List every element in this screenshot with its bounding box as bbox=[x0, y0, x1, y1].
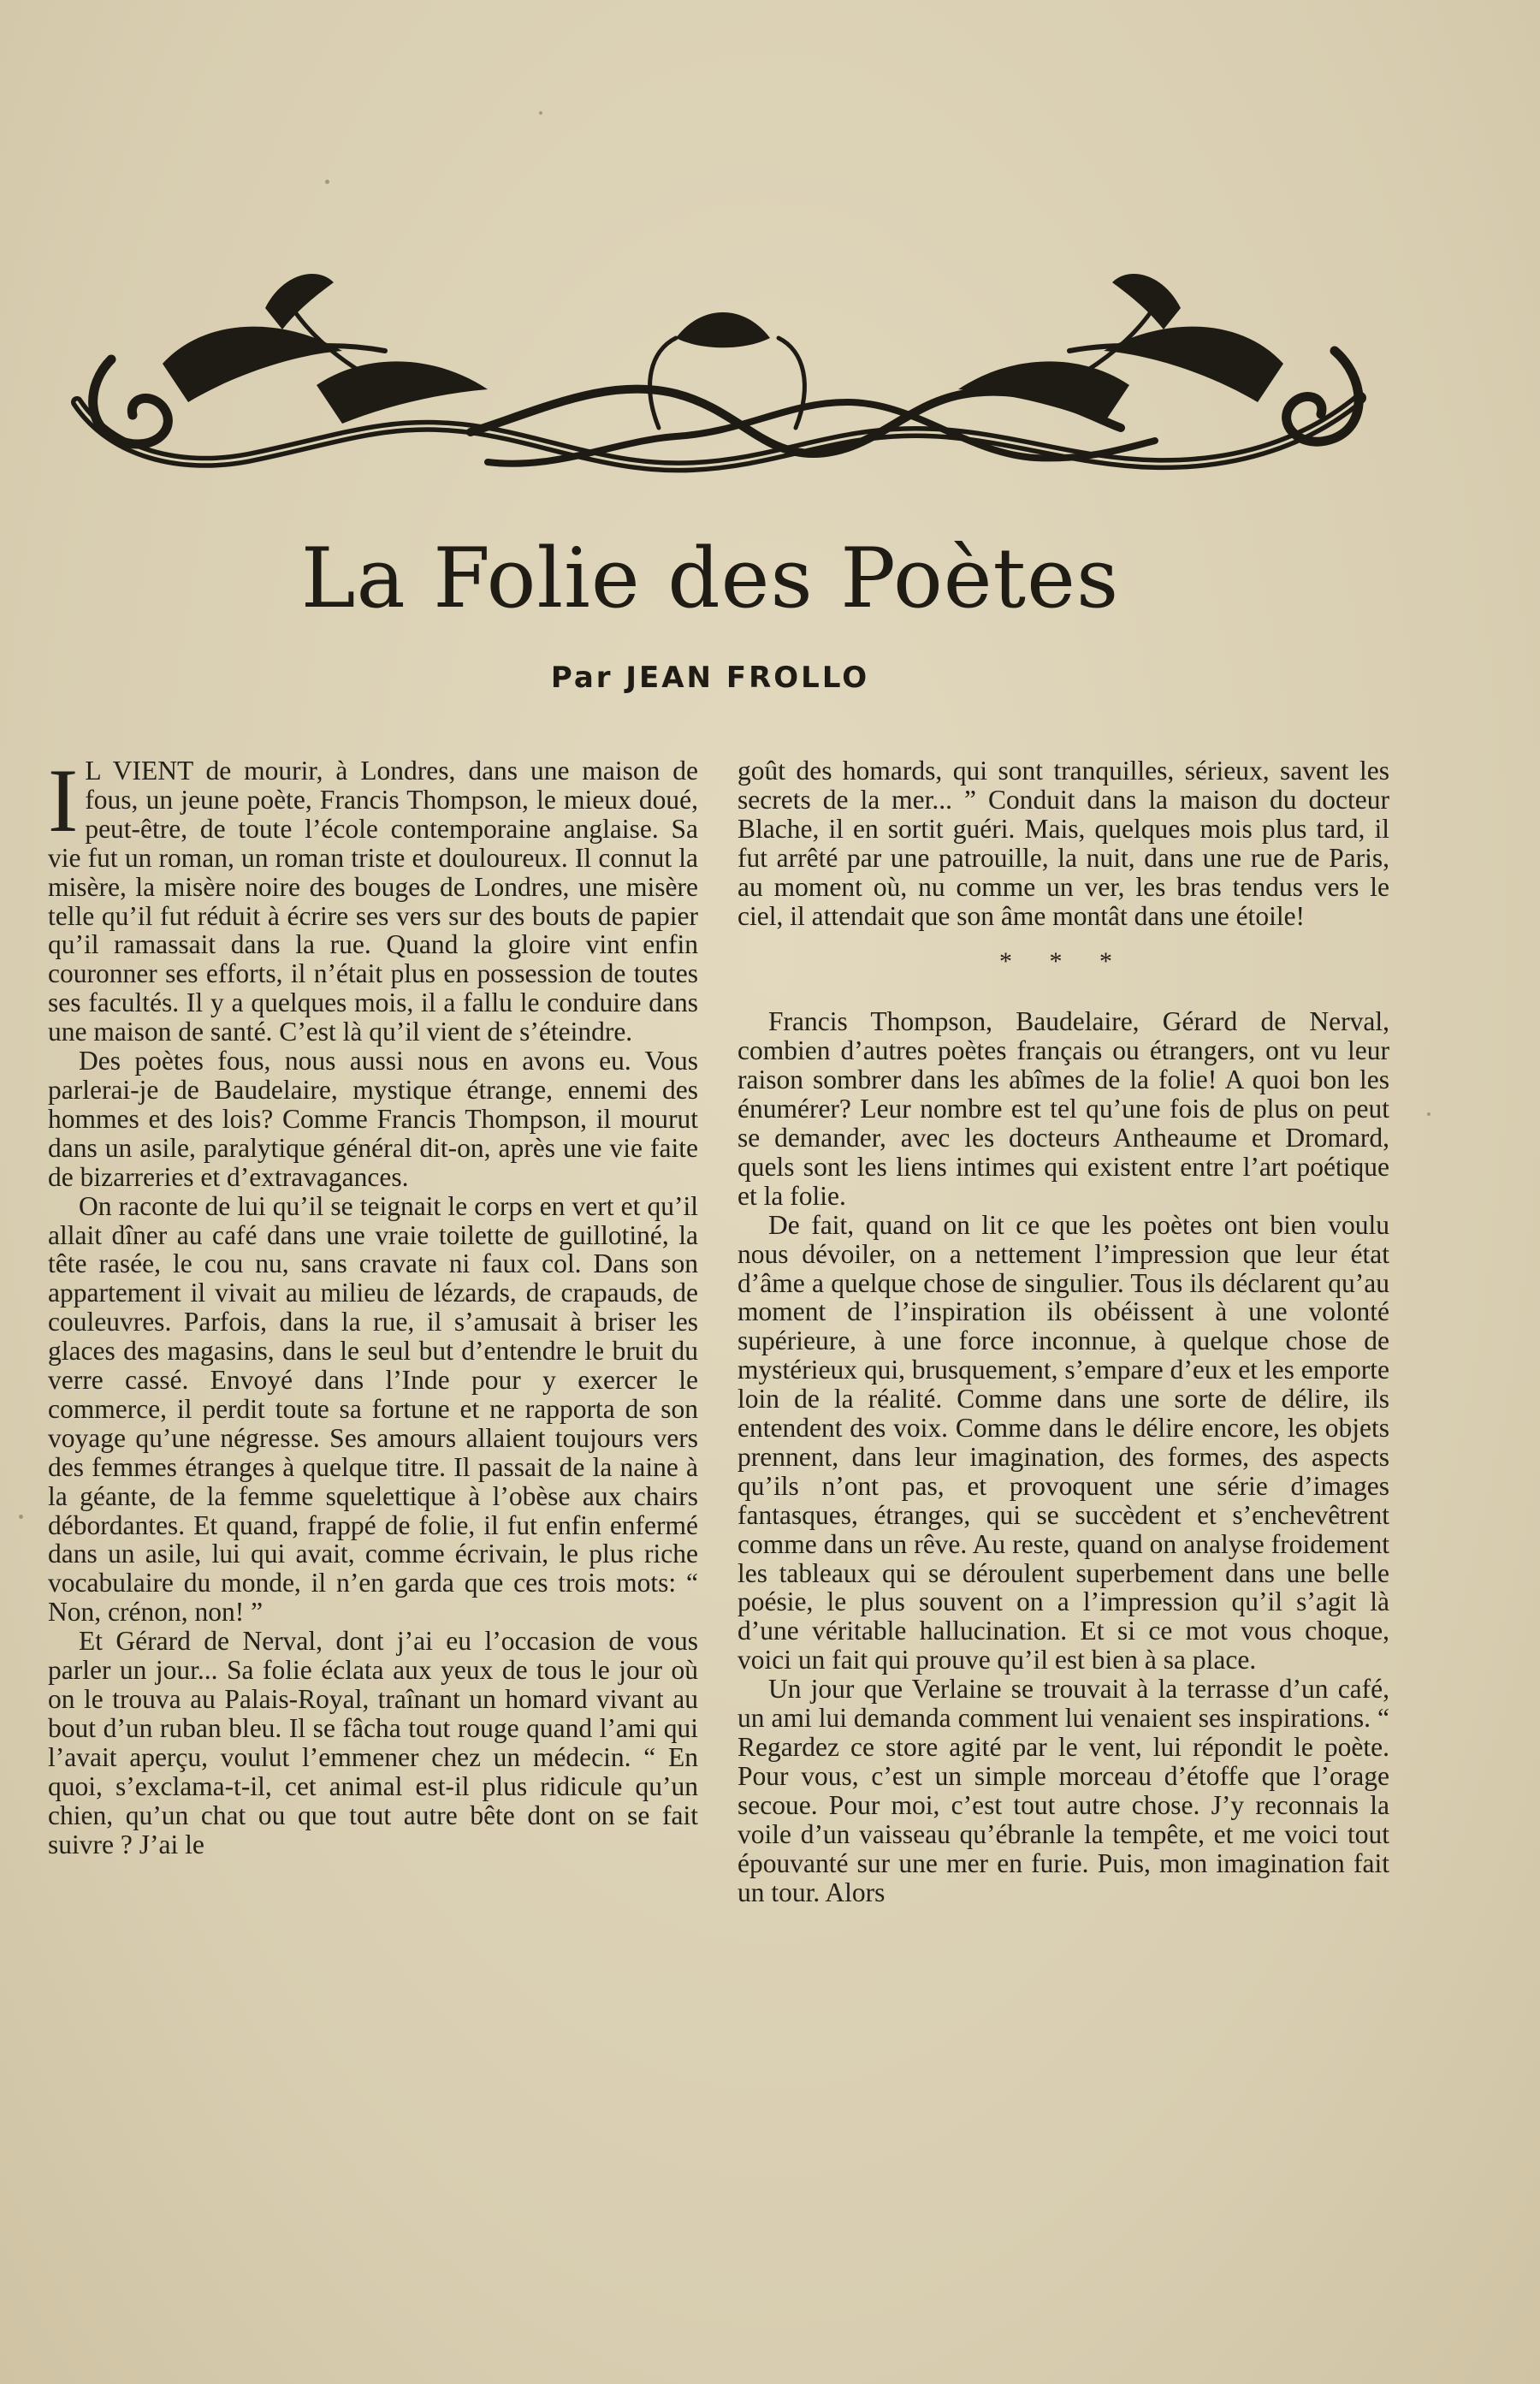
article-title: La Folie des Poètes bbox=[300, 531, 1120, 626]
left-column bbox=[48, 750, 698, 1859]
paper-speck bbox=[19, 1515, 23, 1519]
paper-speck bbox=[539, 111, 542, 115]
section-separator: * * * bbox=[999, 947, 1128, 976]
paragraph: Et Gérard de Nerval, dont j’ai eu l’occasion de vous parler un jour... Sa folie éclata aux yeux de tous le jour où on le trouva au Palais-Royal, traînant un homard vivant au bout d’un ruban bleu. Il se fâcha tout rouge quand l’ami qui l’avait aperçu, voulut l’emmener chez un médecin. “ En quoi, s’exclama-t-il, cet animal est-il plus ridicule qu’un chien, qu’un chat ou que tout autre bête dont on se fait suivre ? J’ai le bbox=[48, 1626, 698, 1859]
paragraph-text: L VIENT de mourir, à Londres, dans une maison de fous, un jeune poète, Francis Thompson, le mieux doué, peut-être, de toute l’école contemporaine anglaise. Sa vie fut un roman, un roman triste et douloureux. Il connut la misère, la misère noire des bouges de Londres, une misère telle qu’il fut réduit à écrire ses vers sur des bouts de papier qu’il ramassait dans la rue. Quand la gloire vint enfin couronner ses efforts, il n’était plus en possession de toutes ses facultés. Il y a quelques mois, il a fallu le conduire dans une maison de santé. C’est là qu’il vient de s’éteindre. bbox=[48, 756, 698, 1047]
drop-cap: I bbox=[48, 750, 79, 851]
paragraph: Un jour que Verlaine se trouvait à la terrasse d’un café, un ami lui demanda comment lui venaient ses inspirations. “ Regardez ce store agité par le vent, lui répondit le poète. Pour vous, c’est un simple morceau d’étoffe que l’orage secoue. Pour moi, c’est tout autre chose. J’y reconnais la voile d’un vaisseau qu’ébranle la tempête, et me voici tout épouvanté sur une mer en furie. Puis, mon imagination fait un tour. Alors bbox=[737, 1674, 1389, 1907]
paragraph: goût des homards, qui sont tranquilles, sérieux, savent les secrets de la mer... ” Conduit dans la maison du docteur Blache, il en sortit guéri. Mais, quelques mois plus tard, il fut arrêté par une patrouille, la nuit, dans une rue de Paris, au moment où, nu comme un ver, les bras tendus vers le ciel, il attendait que son âme montât dans une étoile! bbox=[737, 756, 1389, 931]
article-byline: Par JEAN FROLLO bbox=[550, 661, 870, 695]
paragraph bbox=[48, 750, 698, 1047]
right-column bbox=[737, 756, 1389, 1907]
paper-speck bbox=[325, 180, 329, 184]
paragraph: Francis Thompson, Baudelaire, Gérard de Nerval, combien d’autres poètes français ou étrangers, ont vu leur raison sombrer dans les abîmes de la folie! A quoi bon les énumérer? Leur nombre est tel qu’une fois de plus on peut se demander, avec les docteurs Antheaume et Dromard, quels sont les liens intimes qui existent entre l’art poétique et la folie. bbox=[737, 1006, 1389, 1211]
paragraph: Des poètes fous, nous aussi nous en avons eu. Vous parlerai-je de Baudelaire, mystique étrange, ennemi des hommes et des lois? Comme Francis Thompson, il mourut dans un asile, paralytique général dit-on, après une vie faite de bizarreries et d’extravagances. bbox=[48, 1046, 698, 1192]
paragraph: De fait, quand on lit ce que les poètes ont bien voulu nous dévoiler, on a nettement l’impression que leur état d’âme a quelque chose de singulier. Tous ils déclarent qu’au moment de l’inspiration ils obéissent à une volonté supérieure, à une force inconnue, à quelque chose de mystérieux qui, brusquement, s’empare d’eux et les emporte loin de la réalité. Comme dans une sorte de délire, ils entendent des voix. Comme dans le délire encore, les objets prennent, dans leur imagination, des formes, des aspects qu’ils n’ont pas, et provoquent une série d’images fantasques, étranges, qui se succèdent et s’enchevêtrent comme dans un rêve. Au reste, quand on analyse froidement les tableaux qui se déroulent superbement dans une belle poésie, le plus souvent on a l’impression qu’il s’agit là d’une véritable hallucination. Et si ce mot vous choque, voici un fait qui prouve qu’il est bien à sa place. bbox=[737, 1209, 1389, 1675]
paper-speck bbox=[1427, 1112, 1430, 1116]
art-nouveau-ornament-icon bbox=[60, 257, 1386, 505]
paragraph: On raconte de lui qu’il se teignait le corps en vert et qu’il allait dîner au café dans une vraie toilette de guillotiné, la tête rasée, le cou nu, sans cravate ni faux col. Dans son appartement il vivait au milieu de lézards, de crapauds, de couleuvres. Parfois, dans la rue, il s’amusait à briser les glaces des magasins, dans le seul but d’entendre le bruit du verre cassé. Envoyé dans l’Inde pour y exercer le commerce, il perdit toute sa fortune et ne rapporta de son voyage qu’une négresse. Ses amours allaient toujours vers des femmes étranges à quelque titre. Il passait de la naine à la géante, de la femme squelettique à l’obèse aux chairs débordantes. Et quand, frappé de folie, il fut enfin enfermé dans un asile, lui qui avait, comme écrivain, le plus riche vocabulaire du monde, il n’en garda que ces trois mots: “ Non, crénon, non! ” bbox=[48, 1190, 698, 1628]
